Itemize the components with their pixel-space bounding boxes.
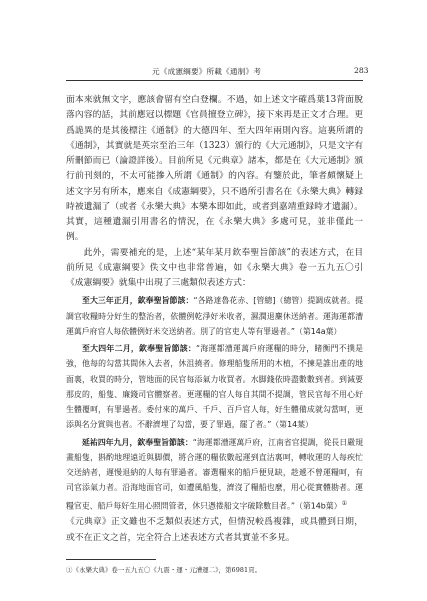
body-text — [66, 93, 363, 546]
footnote-rule — [66, 559, 156, 560]
quote-text: “各路達魯花赤、[管總]（總管）提調成就者。提調官收糧時分好生的整治者，依體例乾淨好米收者，濕潤退麇休送納者。運海運都漕運萬戶府官人每依體例好米交送納者。別了的官吏人等有罪過者。”（第14a葉） — [66, 296, 363, 336]
paragraph: 面本來就無文字，應該會留有空白登欄。不過，如上述文字確爲葉13背面脫落內容的話，其前應冠以標題《官員擅登立碑》，接下來再是正文才合理。更爲詭異的是其後標注《通制》的大德四年、至大四年兩則內容。這裏所謂的《通制》，其實就是英宗至治三年（1323）頒行的《大元通制》，只是文字有所刪節而已（論證詳後）。目前所見《元典章》諸本，都是在《大元通制》頒行前刊刻的，不太可能摻入所謂《通制》的內容。有鑒於此，筆者頗懷疑上述文字另有所本，應來自《成憲綱要》，只不過所引書名在《永樂大典》轉録時被遺漏了（或者《永樂大典》本樂本即如此，或者到嘉靖重録時才遺漏）。其實，這種遺漏引用書名的情況，在《永樂大典》多處可見，並非僅此一例。 — [66, 95, 363, 243]
footnote-marker[interactable]: ① — [341, 499, 347, 507]
block-quote — [66, 341, 363, 433]
paragraph: 《元典章》正文雖也不乏類似表述方式，但情況較爲複雜，或具體到日期，或不在正文之首，完全符合上述表述方式者其實並不多見。 — [66, 517, 363, 543]
page-number: 283 — [354, 66, 369, 75]
quote-text: “海運都漕運萬戶府運糧的時分，睹衡門不撲是強，他每的勾當其間休入去者，休沮撓者。修理船隻所用的木植，不揀是誰出產的地面裏，收買的時分，管地面的民官每添氣力收買者。水脚錢依時盡數數到者。到減要那皮的，船隻、廉錢司官體察者。更運糧的官人每自其間不提調，管民官每不用心好生體覆呵，有罪過者。委付來的萬戶、千戶、百戶官人每，好生體備成就勾當呵，更添與名分賞與也者。不辭濟埋了勾當，要了罪過，罷了者。”（第14葉） — [66, 344, 363, 430]
quote-lead: 至大三年正月，欽奉聖旨節該： — [82, 296, 194, 306]
footnote: ①《永樂大典》卷一五九五〇《九震・運・元漕運二》，第6981頁。 — [66, 566, 262, 574]
running-title: 元《成憲綱要》所載《通制》考 — [152, 67, 262, 76]
running-header — [0, 66, 427, 80]
paragraph: 此外，需要補充的是，上述“某年某月欽奉聖旨節該”的表述方式，在目前所見《成憲綱要》佚文中也非常普遍，如《永樂大典》卷一五九五〇引《成憲綱要》就集中出現了三處類似表述方式： — [66, 247, 363, 288]
header-rule — [66, 80, 363, 81]
quote-lead: 延祐四年九月，欽奉聖旨節該： — [82, 437, 193, 447]
block-quote — [66, 435, 363, 514]
block-quote — [66, 293, 363, 339]
quote-lead: 至大四年二月，欽奉聖旨節該： — [82, 344, 197, 353]
quote-text: “海運都漕運萬戶府，江南省官提調，從長日嚴規畫船隻，斟酌地理遠近與脚價，將合運的糧依數起運到直沽裏呵，轉收運的人每疾忙交送納者，遲慢退納的人每有罪過者。審選糧來的船戶便見缺，趁遞不曾運糧呵，有司官添氣力者。沿海地面官司，如遭風船隻，濟沒了糧船也麼，用心從實體勘者。運糧官吏、船戶每好生用心照問管者，休只憑捲船文字破除數目者。”（第14b葉） — [66, 437, 363, 511]
